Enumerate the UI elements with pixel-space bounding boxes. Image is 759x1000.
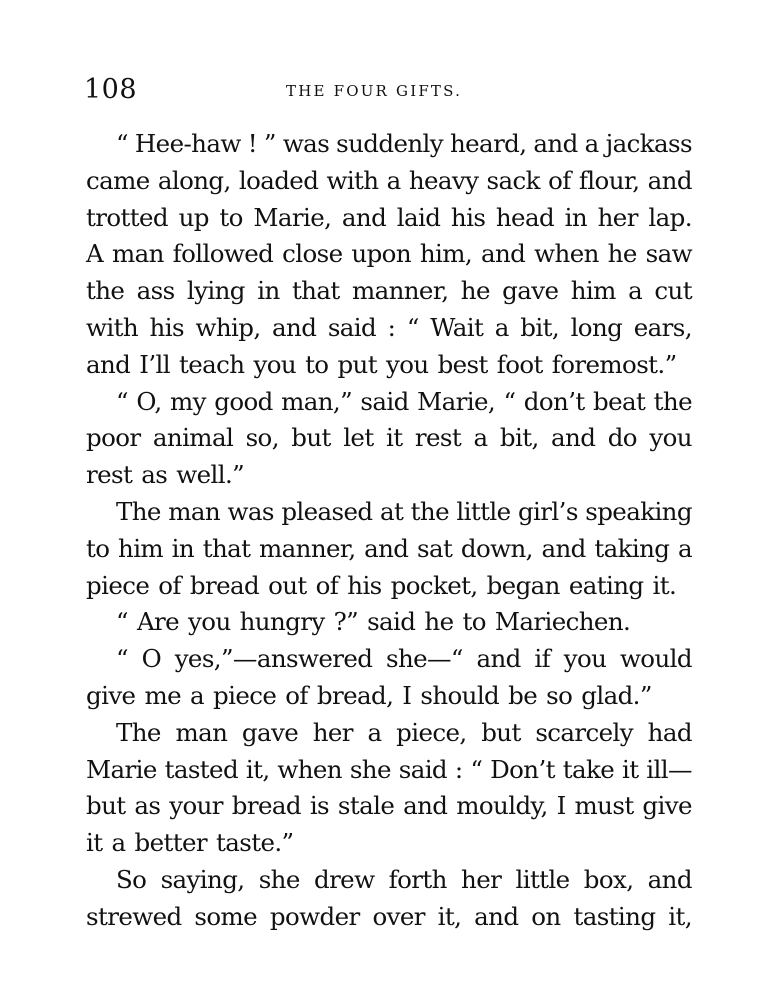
paragraph	[86, 494, 692, 604]
text-line: rest as well.”	[86, 460, 245, 490]
text-line: poor animal so, but let it rest a bit, and do you	[86, 423, 692, 453]
text-line: “ Are you hungry ?” said he to Mariechen.	[116, 607, 631, 637]
text-line: it a better taste.”	[86, 828, 294, 858]
text-line: So saying, she drew forth her little box, and	[116, 864, 692, 894]
text-line: The man was pleased at the little girl’s speaking	[116, 496, 692, 526]
text-line: but as your bread is stale and mouldy, I must give	[86, 791, 692, 821]
page-header	[84, 70, 694, 110]
text-line: The man gave her a piece, but scarcely had	[116, 717, 692, 747]
paragraph	[86, 715, 692, 862]
text-line: “ O yes,”—answered she—“ and if you would	[116, 644, 692, 674]
body-text	[86, 126, 692, 936]
text-line: came along, loaded with a heavy sack of flour, and	[86, 165, 692, 195]
text-line: piece of bread out of his pocket, began eating it.	[86, 570, 677, 600]
text-line: A man followed close upon him, and when he saw	[86, 239, 692, 269]
paragraph	[86, 641, 692, 715]
text-line: with his whip, and said : “ Wait a bit, long ears,	[86, 312, 692, 342]
text-line: trotted up to Marie, and laid his head in her lap.	[86, 202, 692, 232]
text-line: to him in that manner, and sat down, and taking a	[86, 533, 692, 563]
paragraph	[86, 126, 692, 384]
page-number: 108	[84, 74, 138, 105]
text-line: and I’ll teach you to put you best foot foremost.”	[86, 349, 677, 379]
text-line: the ass lying in that manner, he gave him a cut	[86, 276, 692, 306]
text-line: “ Hee-haw ! ” was suddenly heard, and a jackass	[116, 129, 692, 158]
paragraph	[86, 862, 692, 936]
paragraph	[86, 384, 692, 494]
running-head: THE FOUR GIFTS.	[286, 82, 463, 100]
text-line: Marie tasted it, when she said : “ Don’t take it ill—	[86, 754, 692, 784]
text-line: “ O, my good man,” said Marie, “ don’t beat the	[116, 386, 692, 416]
text-line: give me a piece of bread, I should be so glad.”	[86, 680, 652, 710]
text-line: strewed some powder over it, and on tasting it,	[86, 901, 692, 931]
paragraph	[86, 604, 692, 641]
